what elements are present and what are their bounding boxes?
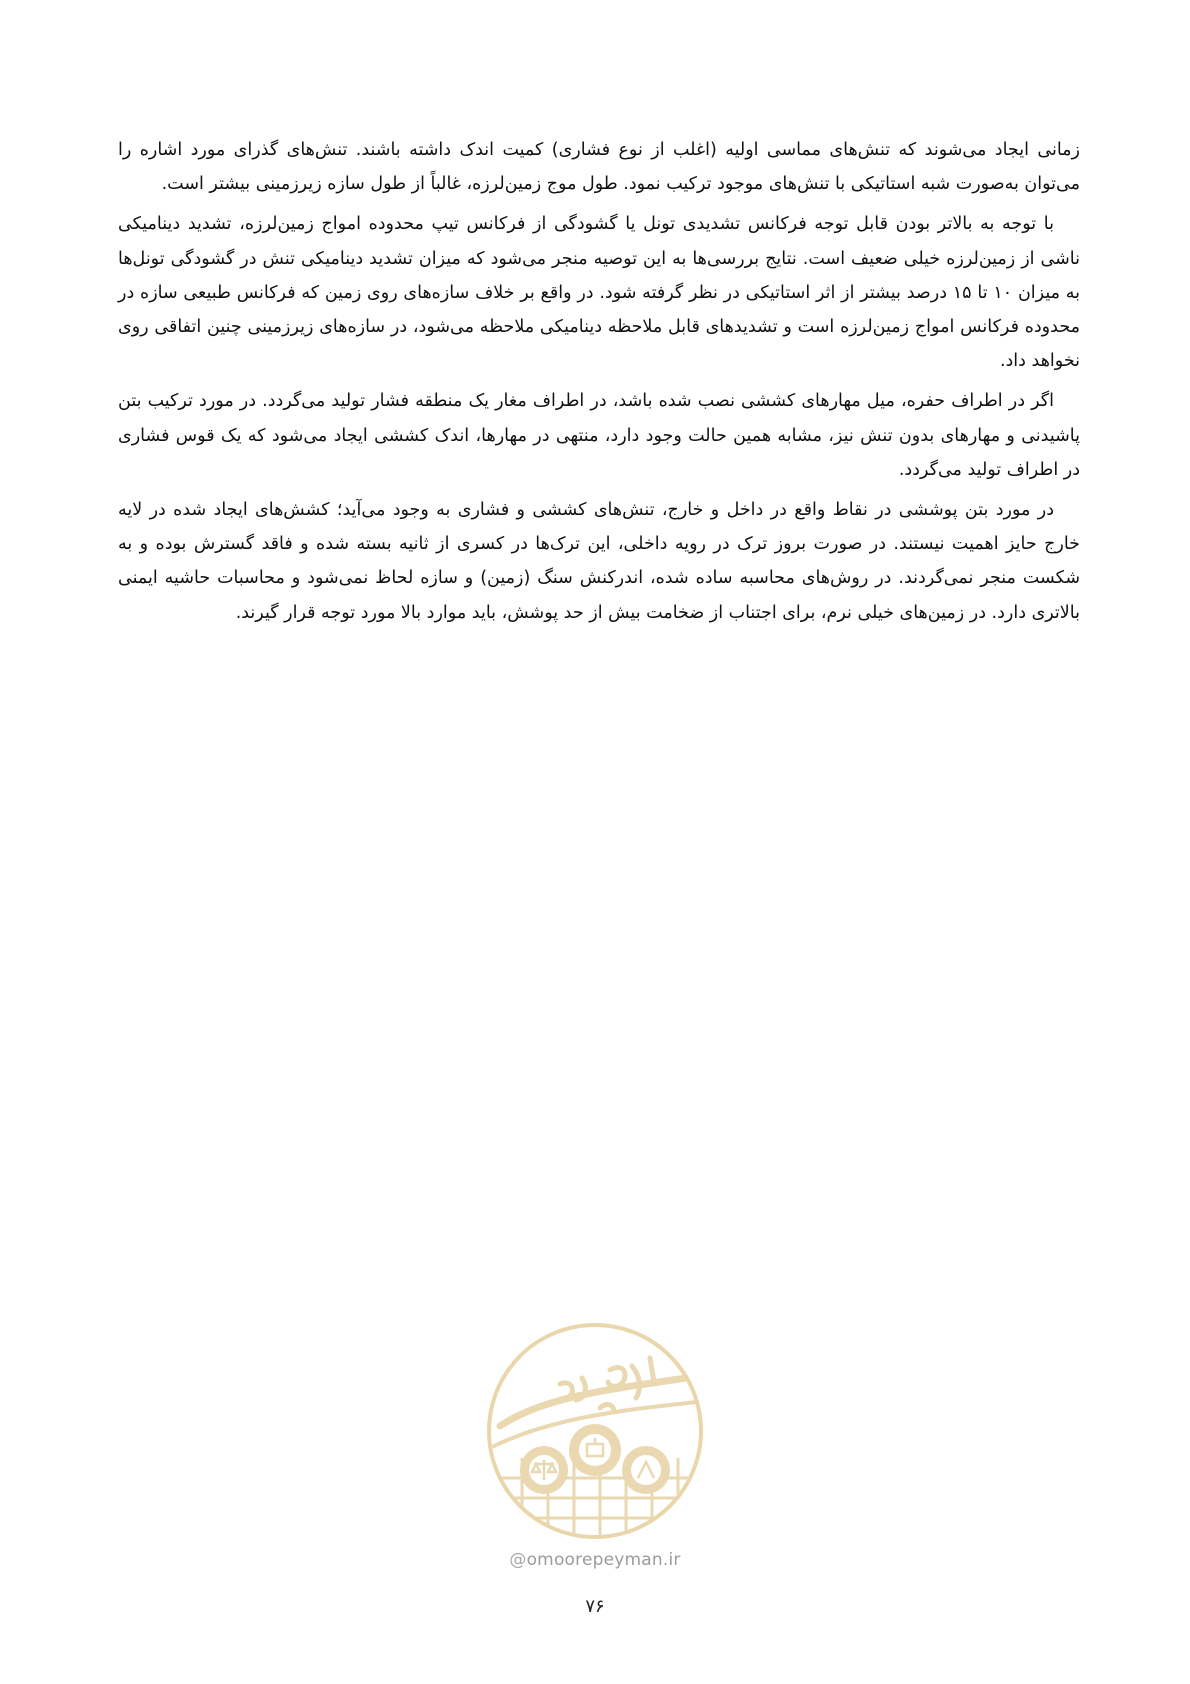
site-url: omoorepeyman.ir: [526, 1550, 681, 1570]
site-caption: [470, 1550, 720, 1570]
omoorepeyman-logo-icon: [482, 1318, 708, 1544]
page-number: ۷۶: [585, 1596, 605, 1617]
document-body: [118, 133, 1080, 636]
paragraph-2: با توجه به بالاتر بودن قابل توجه فرکانس تشدیدی تونل یا گشودگی از فرکانس تیپ محدوده امواج زمین‌لرزه، تشدید دینامیکی ناشی از زمین‌لرزه خیلی ضعیف است. نتایج بررسی‌ها به این توصیه منجر می‌شود که میزان تشدید دینامیکی تنش در گشودگی تونل‌ها به میزان ۱۰ تا ۱۵ درصد بیشتر از اثر استاتیکی در نظر گرفته شود. در واقع بر خلاف سازه‌های روی زمین که فرکانس طبیعی سازه در محدوده فرکانس امواج زمین‌لرزه است و تشدیدهای قابل ملاحظه دینامیکی ملاحظه می‌شود، در سازه‌های زیرزمینی چنین اتفاقی روی نخواهد داد.: [118, 214, 1081, 372]
paragraph-4: در مورد بتن پوششی در نقاط واقع در داخل و خارج، تنش‌های کششی و فشاری به وجود می‌آید؛ کشش‌های ایجاد شده در لایه خارج حایز اهمیت نیستند. در صورت بروز ترک در رویه داخلی، این ترک‌ها در کسری از ثانیه بسته شده و فاقد گسترش بوده و به شکست منجر نمی‌گردند. در روش‌های محاسبه ساده شده، اندرکنش سنگ (زمین) و سازه لحاظ نمی‌شود و محاسبات حاشیه ایمنی بالاتری دارد. در زمین‌های خیلی نرم، برای اجتناب از ضخامت بیش از حد پوشش، باید موارد بالا مورد توجه قرار گیرند.: [118, 500, 1080, 623]
paragraph-1: زمانی ایجاد می‌شوند که تنش‌های مماسی اولیه (اغلب از نوع فشاری) کمیت اندک داشته باشند. تنش‌های گذرای مورد اشاره را می‌توان به‌صورت شبه استاتیکی با تنش‌های موجود ترکیب نمود. طول موج زمین‌لرزه، غالباً از طول سازه زیرزمینی بیشتر است.: [118, 140, 1080, 195]
paragraph-3: اگر در اطراف حفره، میل مهارهای کششی نصب شده باشد، در اطراف مغار یک منطقه فشار تولید می‌گردد. در مورد ترکیب بتن پاشیدنی و مهارهای بدون تنش نیز، مشابه همین حالت وجود دارد، منتهی در مهارها، اندک کششی ایجاد می‌شود که یک قوس فشاری در اطراف تولید می‌گردد.: [118, 391, 1080, 480]
at-icon: @: [509, 1550, 527, 1570]
